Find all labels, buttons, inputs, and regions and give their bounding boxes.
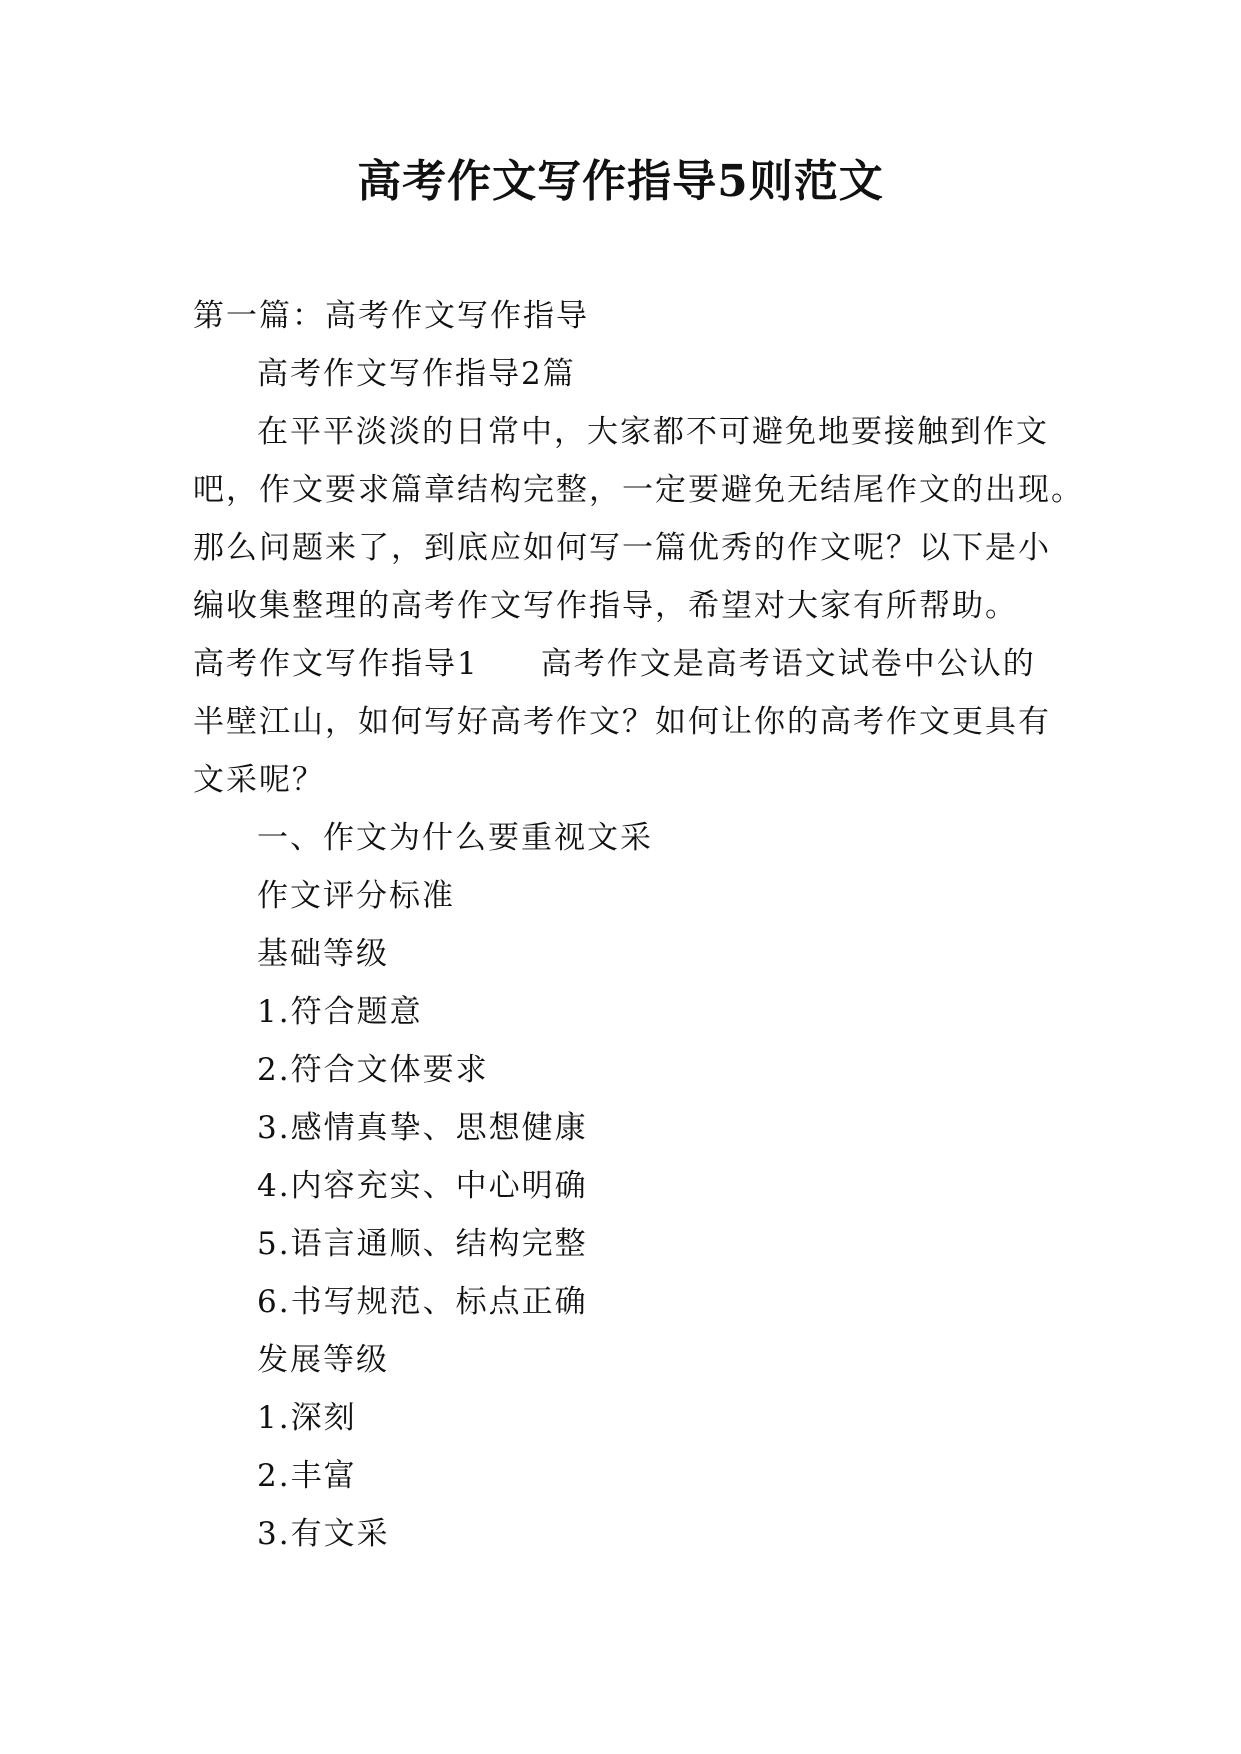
intro-line: 吧，作文要求篇章结构完整，一定要避免无结尾作文的出现。 [193,472,1084,508]
basic-item: 4.内容充实、中心明确 [257,1168,588,1204]
document-title: 高考作文写作指导5则范文 [357,156,884,207]
criteria-heading: 作文评分标准 [257,878,455,914]
development-item: 2.丰富 [257,1458,357,1494]
guide1-label: 高考作文写作指导1 [193,646,479,682]
guide1-line: 半壁江山，如何写好高考作文？如何让你的高考作文更具有 [193,704,1051,740]
document-body [193,287,1084,1563]
intro-line: 在平平淡淡的日常中，大家都不可避免地要接触到作文 [257,414,1049,450]
point1-heading: 一、作文为什么要重视文采 [257,820,653,856]
subheading: 高考作文写作指导2篇 [257,356,576,392]
development-item: 3.有文采 [257,1516,390,1552]
section-heading: 第一篇：高考作文写作指导 [193,298,589,334]
basic-item: 3.感情真挚、思想健康 [257,1110,588,1146]
basic-item: 6.书写规范、标点正确 [257,1284,588,1320]
intro-line: 那么问题来了，到底应如何写一篇优秀的作文呢？以下是小 [193,530,1051,566]
guide1-line: 高考作文是高考语文试卷中公认的 [540,646,1036,682]
basic-level-heading: 基础等级 [257,936,389,972]
basic-item: 2.符合文体要求 [257,1052,489,1088]
intro-line: 编收集整理的高考作文写作指导，希望对大家有所帮助。 [193,588,1018,624]
development-level-heading: 发展等级 [257,1342,389,1378]
guide1-line: 文采呢？ [193,762,325,798]
basic-item: 1.符合题意 [257,994,423,1030]
development-item: 1.深刻 [257,1400,357,1436]
guide1-first-line [193,635,1053,693]
basic-item: 5.语言通顺、结构完整 [257,1226,588,1262]
